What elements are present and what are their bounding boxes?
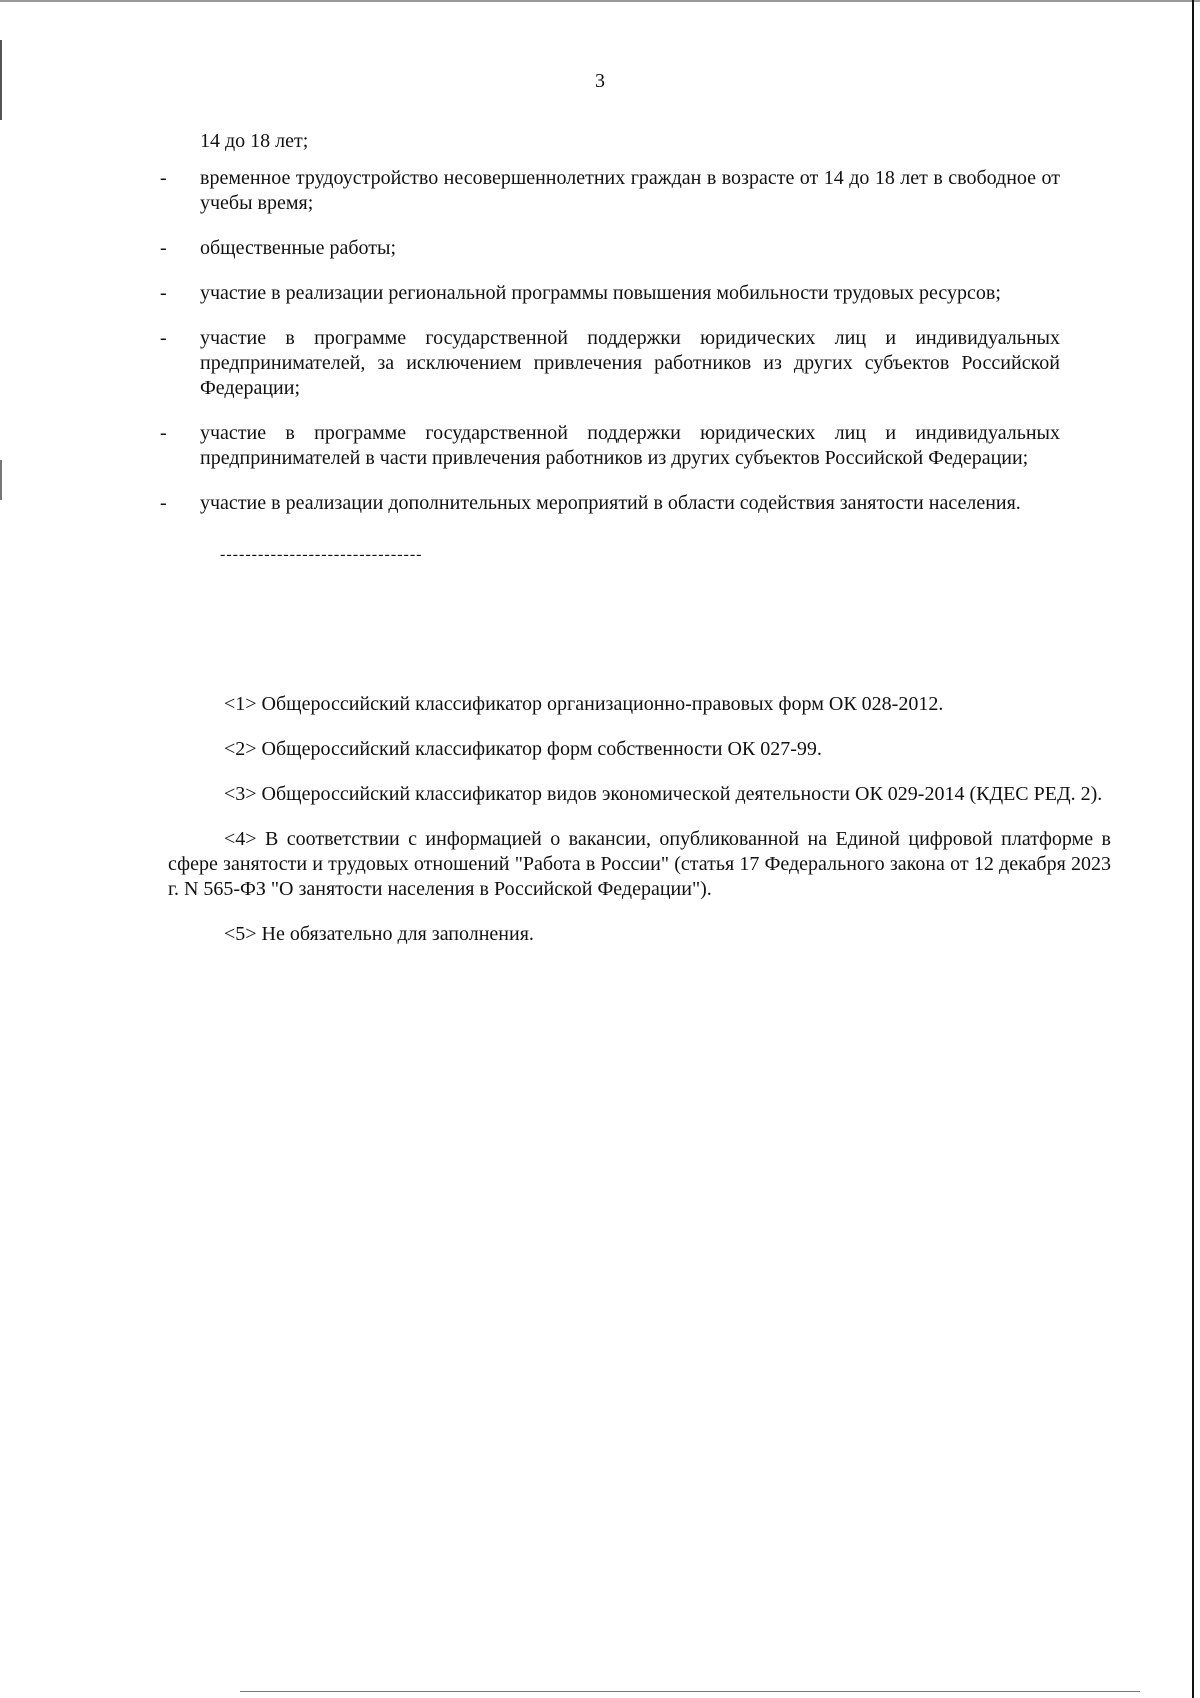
footnote-3: <3> Общероссийский классификатор видов экономической деятельности ОК 029-2014 (КДЕС РЕД. 2). <box>224 783 1103 805</box>
list-item-text: временное трудоустройство несовершеннолетних граждан в возрасте от 14 до 18 лет в свободное от учебы время; <box>200 167 1060 214</box>
bullet-dash: - <box>160 327 167 349</box>
scan-edge-top <box>0 0 1200 2</box>
list-item-text: участие в программе государственной поддержки юридических лиц и индивидуальных предпринимателей в части привлечения работников из других субъектов Российской Федерации; <box>200 422 1060 469</box>
list-item <box>160 236 1060 261</box>
list-item <box>160 421 1060 471</box>
list-item-text: участие в реализации дополнительных мероприятий в области содействия занятости населения. <box>200 492 1021 514</box>
footnotes <box>168 692 1111 967</box>
list-item <box>160 281 1060 306</box>
list-item-text: участие в реализации региональной программы повышения мобильности трудовых ресурсов; <box>200 282 1001 304</box>
footnote-2: <2> Общероссийский классификатор форм собственности ОК 027-99. <box>224 738 822 760</box>
bullet-dash: - <box>160 492 167 514</box>
list-item <box>160 491 1060 516</box>
footnote-separator: -------------------------------- <box>220 546 423 563</box>
continuation-text: 14 до 18 лет; <box>200 130 309 152</box>
bullet-dash: - <box>160 237 167 259</box>
list-item <box>160 166 1060 216</box>
footnote-4: <4> В соответствии с информацией о вакансии, опубликованной на Единой цифровой платформе в сфере занятости и трудовых отношений "Работа в России" (статья 17 Федерального закона от 12 декабря 2023 г. N 565-ФЗ "О занятости населения в Российской Федерации"). <box>168 828 1111 900</box>
footnote-1: <1> Общероссийский классификатор организационно-правовых форм ОК 028-2012. <box>224 693 944 715</box>
page-number: 3 <box>595 70 605 92</box>
list-item <box>160 326 1060 401</box>
document-body <box>160 128 1060 584</box>
scan-edge-bottom <box>240 1691 1140 1692</box>
bullet-dash: - <box>160 422 167 444</box>
scan-edge-right <box>1192 0 1194 1698</box>
scan-edge-left-lower <box>0 460 2 500</box>
bullet-list <box>160 166 1060 516</box>
bullet-dash: - <box>160 282 167 304</box>
bullet-dash: - <box>160 167 167 189</box>
list-item-text: общественные работы; <box>200 237 397 259</box>
list-item-text: участие в программе государственной поддержки юридических лиц и индивидуальных предпринимателей, за исключением привлечения работников из других субъектов Российской Федерации; <box>200 327 1060 399</box>
footnote-5: <5> Не обязательно для заполнения. <box>224 923 534 945</box>
